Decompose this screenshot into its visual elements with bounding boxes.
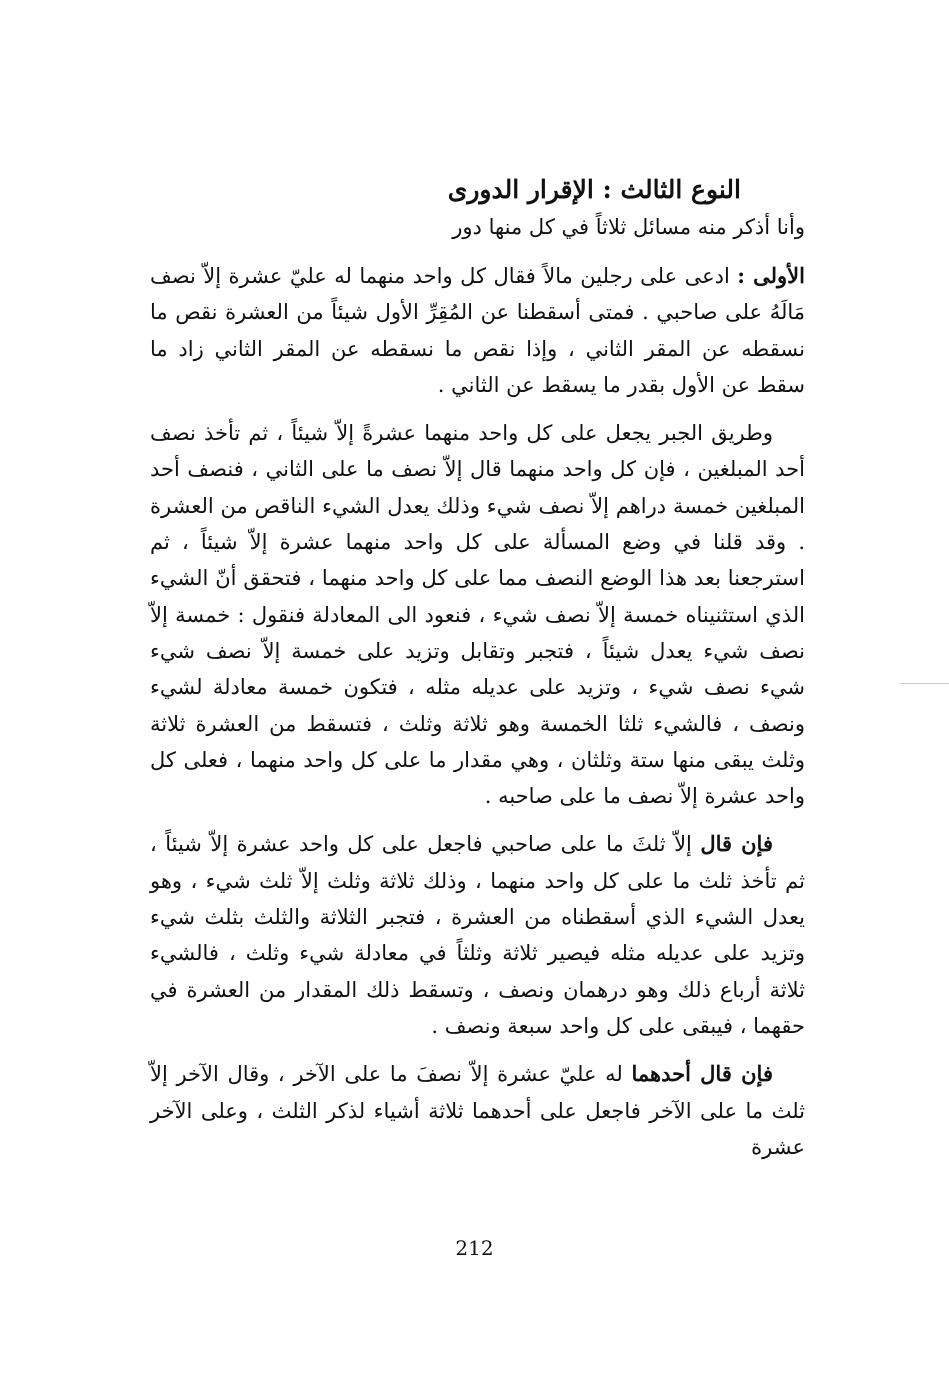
section-intro: وأنا أذكر منه مسائل ثلاثاً في كل منها دور bbox=[452, 215, 805, 239]
paragraph-text: ادعى على رجلين مالاً فقال كل واحد منهما له عليّ عشرة إلاّ نصف مَالَهُ على صاحبي . فمتى أسقطنا عن المُقِرِّ الأول شيئاً من العشرة نقص ما نسقطه عن المقر الثاني ، وإذا نقص ما نسقطه عن المقر الثاني زاد ما سقط عن الأول بقدر ما يسقط عن الثاني . bbox=[150, 264, 805, 397]
paragraph-algebra-method bbox=[150, 415, 805, 814]
scan-margin-line bbox=[900, 683, 949, 684]
paragraph-first-problem bbox=[150, 258, 805, 403]
paragraph-lead: الأولى : bbox=[737, 263, 805, 288]
text-body bbox=[150, 172, 805, 1177]
page-number: 212 bbox=[455, 1236, 494, 1260]
paragraph-text: له عليّ عشرة إلاّ نصفَ ما على الآخر ، وقال الآخر إلاّ ثلث ما على الآخر فاجعل على أحدهما ثلاثة أشياء لذكر الثلث ، وعلى الآخر عشرة bbox=[150, 1062, 805, 1159]
paragraph-third-case bbox=[150, 826, 805, 1044]
paragraph-text: وطريق الجبر يجعل على كل واحد منهما عشرةً إلاّ شيئاً ، ثم تأخذ نصف أحد المبلغين ، فإن كل واحد منهما قال إلاّ نصف ما على الثاني ، فنصف أحد المبلغين خمسة دراهم إلاّ نصف شيء وذلك يعدل الشيء الناقص من العشرة . وقد قلنا في وضع المسألة على كل واحد منهما عشرة إلاّ شيئاً ، ثم استرجعنا بعد هذا الوضع النصف مما على كل واحد منهما ، فتحقق أنّ الشيء الذي استثنيناه خمسة إلاّ نصف شيء ، فنعود الى المعادلة فنقول : خمسة إلاّ نصف شيء يعدل شيئاً ، فتجبر وتقابل وتزيد على خمسة إلاّ نصف شيء شيء نصف شيء ، وتزيد على عديله مثله ، فتكون خمسة معادلة لشيء ونصف ، فالشيء ثلثا الخمسة وهو ثلاثة وثلث ، فتسقط من العشرة ثلاثة وثلث يبقى منها ستة وثلثان ، وهي مقدار ما على كل واحد منهما ، فعلى كل واحد عشرة إلاّ نصف ما على صاحبه . bbox=[150, 421, 805, 809]
paragraph-text: إلاّ ثلثَ ما على صاحبي فاجعل على كل واحد عشرة إلاّ شيئاً ، ثم تأخذ ثلث ما على كل واحد منهما ، وذلك ثلاثة وثلث إلاّ ثلث شيء ، وهو يعدل الشيء الذي أسقطناه من العشرة ، فتجبر الثلاثة والثلث بثلث شيء وتزيد على عديله مثله فيصير ثلاثة وثلثاً في معادلة شيء وثلث ، فالشيء ثلاثة أرباع ذلك وهو درهمان ونصف ، وتسقط ذلك المقدار من العشرة في حقهما ، فيبقى على كل واحد سبعة ونصف . bbox=[150, 832, 805, 1038]
section-heading: النوع الثالث : الإقرار الدورى bbox=[447, 175, 741, 204]
paragraph-mixed-case bbox=[150, 1056, 805, 1165]
paragraph-lead: فإن قال أحدهما bbox=[631, 1061, 773, 1087]
paragraph-lead: فإن قال bbox=[700, 831, 773, 857]
